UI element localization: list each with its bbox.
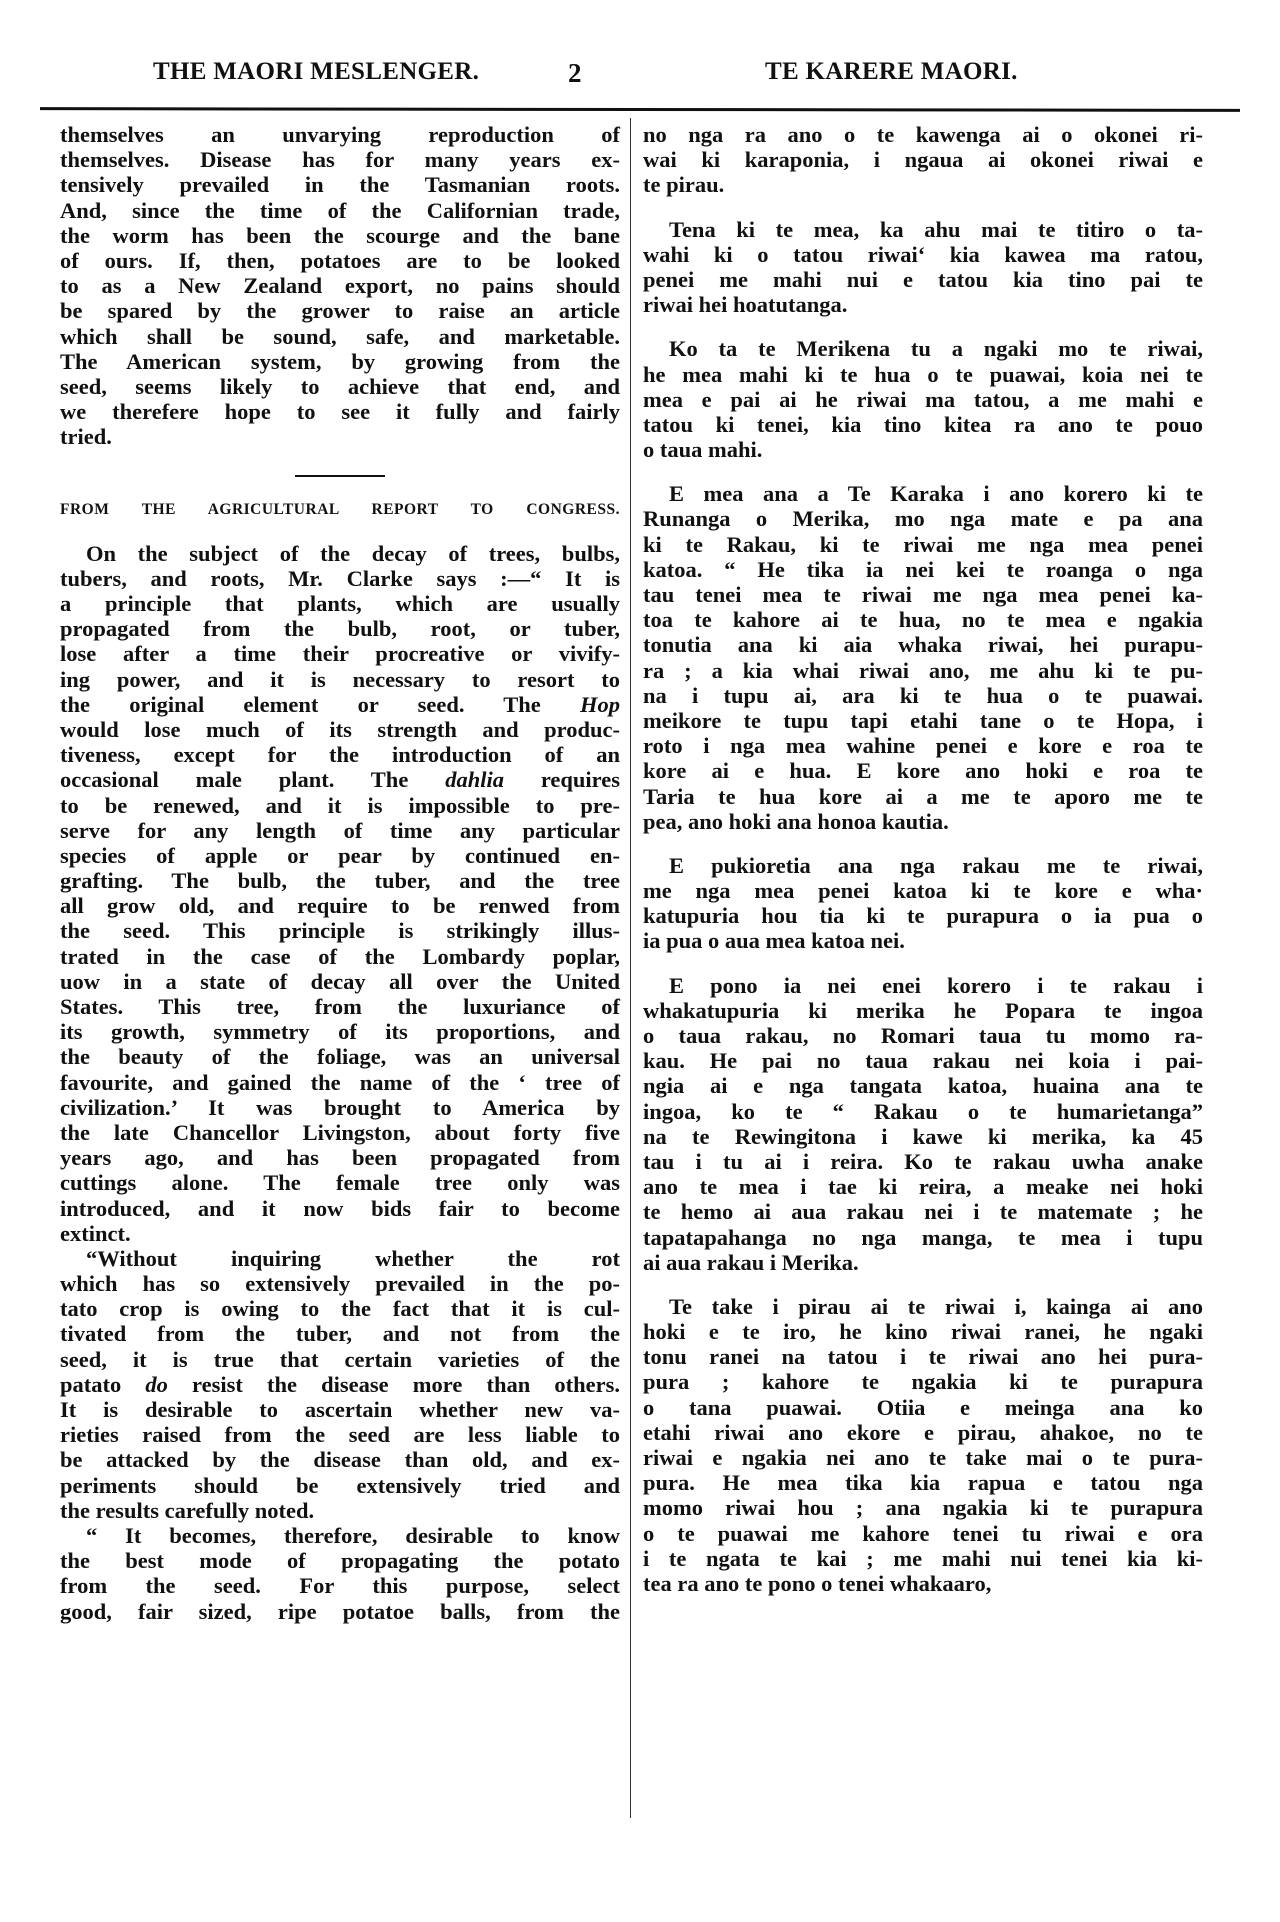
- text-line: momo riwai hou ; ana ngakia ki te purapura: [643, 1495, 1203, 1521]
- text-line: extinct.: [60, 1220, 131, 1246]
- text-line: E pukioretia ana nga rakau me te riwai,: [669, 852, 1203, 878]
- text-run: requires: [503, 767, 620, 793]
- text-line: Ko ta te Merikena tu a ngaki mo te riwai,: [669, 336, 1203, 362]
- maori-paragraph: [643, 1294, 1203, 1596]
- text-run: patato: [60, 1371, 146, 1397]
- text-line: o tana puawai. Otiia e meinga ana ko: [643, 1394, 1203, 1420]
- page-number: 2: [568, 58, 582, 88]
- text-line: to as a New Zealand export, no pains should: [60, 273, 620, 299]
- text-line: ia pua o aua mea katoa nei.: [643, 928, 905, 954]
- text-line: trated in the case of the Lombardy poplar,: [60, 943, 620, 969]
- maori-paragraph: [643, 973, 1203, 1275]
- text-line: ngia ai e nga tangata katoa, huaina ana te: [643, 1073, 1203, 1099]
- maori-paragraphs: [643, 122, 1203, 1596]
- maori-paragraph: [643, 122, 1203, 198]
- text-line: which shall be sound, safe, and marketable.: [60, 323, 620, 349]
- text-line: hoki e te iro, he kino riwai ranei, he ngaki: [643, 1319, 1203, 1345]
- section-heading: FROM THE AGRICULTURAL REPORT TO CONGRESS.: [60, 501, 620, 519]
- text-line: etahi riwai ano ekore e pirau, ahakoe, no te: [643, 1419, 1203, 1445]
- text-line: cuttings alone. The female tree only was: [60, 1170, 620, 1196]
- paragraph-gap: [643, 198, 1203, 217]
- text-line: wai ki karaponia, i ngaua ai okonei riwai e: [643, 147, 1203, 173]
- text-line: a principle that plants, which are usually: [60, 591, 620, 617]
- text-line: tato crop is owing to the fact that it is cul-: [60, 1296, 620, 1322]
- text-line: tapatapahanga no nga manga, te mea i tupu: [643, 1224, 1203, 1250]
- paragraph-gap: [643, 954, 1203, 973]
- text-line: tau i tu ai i reira. Ko te rakau uwha anake: [643, 1148, 1203, 1174]
- article-paragraph-3: [60, 1523, 620, 1624]
- text-line: favourite, and gained the name of the ‘ tree of: [60, 1069, 620, 1095]
- masthead-rule: [40, 107, 1240, 112]
- text-line: E mea ana a Te Karaka i ano korero ki te: [669, 481, 1203, 507]
- text-line: katoa. “ He tika ia nei kei te roanga o nga: [643, 556, 1203, 582]
- text-line: periments should be extensively tried and: [60, 1472, 620, 1498]
- text-line: tatou ki tenei, kia tino kitea ra ano te pouo: [643, 411, 1203, 437]
- text-run: occasional male plant. The: [60, 767, 446, 793]
- text-line: katupuria hou tia ki te purapura o ia pua o: [643, 903, 1203, 929]
- text-line: i te ngata te kai ; me mahi nui tenei kia ki-: [643, 1545, 1203, 1571]
- text-line: its growth, symmetry of its proportions, and: [60, 1019, 620, 1045]
- text-line: the best mode of propagating the potato: [60, 1548, 620, 1574]
- text-line: It is desirable to ascertain whether new va-: [60, 1397, 620, 1423]
- text-line: species of apple or pear by continued en-: [60, 842, 620, 868]
- text-line: uow in a state of decay all over the United: [60, 968, 620, 994]
- text-line: the worm has been the scourge and the bane: [60, 222, 620, 248]
- text-line: penei me mahi nui e tatou kia tino pai te: [643, 266, 1203, 292]
- text-line: to be renewed, and it is impossible to pre-: [60, 792, 620, 818]
- masthead: [0, 58, 1280, 98]
- text-line: tubers, and roots, Mr. Clarke says :—“ It is: [60, 565, 620, 591]
- text-line: Te take i pirau ai te riwai i, kainga ai ano: [669, 1293, 1203, 1319]
- left-column-english: [60, 122, 620, 1624]
- text-line: pura ; kahore te ngakia ki te purapura: [643, 1369, 1203, 1395]
- text-line: roto i nga mea wahine penei e kore e roa te: [643, 733, 1203, 759]
- text-line: na i tupu ai, ara ki te hua o te puawai.: [643, 682, 1203, 708]
- text-line: the results carefully noted.: [60, 1497, 315, 1523]
- text-line: years ago, and has been propagated from: [60, 1145, 620, 1171]
- text-line: On the subject of the decay of trees, bulbs,: [86, 540, 620, 566]
- text-line: o taua mahi.: [643, 437, 763, 463]
- column-divider: [630, 118, 631, 1818]
- text-line: me nga mea penei katoa ki te kore e wha·: [643, 878, 1203, 904]
- paragraph-gap: [643, 834, 1203, 853]
- text-line: “Without inquiring whether the rot: [86, 1245, 620, 1271]
- right-column-maori: [643, 122, 1203, 1596]
- text-line: be spared by the grower to raise an article: [60, 298, 620, 324]
- paragraph-gap: [643, 317, 1203, 336]
- text-line: of ours. If, then, potatoes are to be looked: [60, 247, 620, 273]
- text-line: ing power, and it is necessary to resort to: [60, 666, 620, 692]
- text-line: [60, 692, 620, 717]
- maori-paragraph: [643, 217, 1203, 318]
- text-line: grafting. The bulb, the tuber, and the tree: [60, 868, 620, 894]
- italic-word-dahlia: dahlia: [445, 767, 504, 793]
- maori-paragraph: [643, 336, 1203, 462]
- masthead-maori-title: TE KARERE MAORI.: [765, 58, 1018, 85]
- article-paragraph-2: [60, 1246, 620, 1523]
- text-line: lose after a time their procreative or vivify-: [60, 641, 620, 667]
- text-line: mea e pai ai he riwai ma tatou, a me mahi e: [643, 386, 1203, 412]
- text-line: tensively prevailed in the Tasmanian roots.: [60, 172, 620, 198]
- paragraph-gap: [643, 462, 1203, 481]
- text-line: rieties raised from the seed are less liable to: [60, 1422, 620, 1448]
- text-line: ano te mea i tae ki reira, a meake nei hoki: [643, 1174, 1203, 1200]
- text-line: kore ai e hua. E kore ano hoki e roa te: [643, 758, 1203, 784]
- text-line: o taua rakau, no Romari taua tu momo ra-: [643, 1023, 1203, 1048]
- text-line: “ It becomes, therefore, desirable to know: [86, 1522, 620, 1548]
- text-line: The American system, by growing from the: [60, 348, 620, 374]
- text-line: o te puawai me kahore tenei tu riwai e ora: [643, 1520, 1203, 1546]
- masthead-english-title: THE MAORI MESLENGER.: [153, 58, 480, 85]
- text-line: introduced, and it now bids fair to become: [60, 1195, 620, 1221]
- text-line: would lose much of its strength and produc-: [60, 716, 620, 742]
- text-line: Taria te hua kore ai a me te aporo me te: [643, 783, 1203, 809]
- text-line: riwai hei hoatutanga.: [643, 292, 848, 318]
- text-line: tiveness, except for the introduction of an: [60, 742, 620, 768]
- text-line: ingoa, ko te “ Rakau o te humarietanga”: [643, 1098, 1203, 1124]
- text-line: themselves an unvarying reproduction of: [60, 122, 620, 147]
- text-line: all grow old, and require to be renwed from: [60, 893, 620, 919]
- text-line: Runanga o Merika, mo nga mate e pa ana: [643, 506, 1203, 532]
- text-line: whakatupuria ki merika he Popara te ingoa: [643, 997, 1203, 1023]
- text-line: the beauty of the foliage, was an universal: [60, 1044, 620, 1070]
- intro-paragraph: [60, 122, 620, 449]
- text-run: resist the disease more than others.: [167, 1371, 620, 1397]
- text-line: riwai e ngakia nei ano te take mai o te pura-: [643, 1445, 1203, 1470]
- text-line: themselves. Disease has for many years ex-: [60, 147, 620, 173]
- maori-paragraph: [643, 481, 1203, 834]
- text-line: ki te Rakau, ki te riwai me nga mea penei: [643, 531, 1203, 557]
- section-separator-rule: [295, 475, 385, 477]
- text-line: States. This tree, from the luxuriance of: [60, 994, 620, 1020]
- text-line: tried.: [60, 424, 112, 450]
- text-line: tea ra ano te pono o tenei whakaaro,: [643, 1570, 992, 1596]
- text-line: tonu ranei na tatou i te riwai ano hei pura-: [643, 1344, 1203, 1370]
- text-line: pea, ano hoki ana honoa kautia.: [643, 808, 949, 834]
- text-line: kau. He pai no taua rakau nei koia i pai-: [643, 1048, 1203, 1074]
- text-line: pura. He mea tika kia rapua e tatou nga: [643, 1470, 1203, 1496]
- text-line: tivated from the tuber, and not from the: [60, 1321, 620, 1347]
- text-line: which has so extensively prevailed in the po-: [60, 1271, 620, 1297]
- text-line: seed, seems likely to achieve that end, and: [60, 373, 620, 399]
- text-line: ai aua rakau i Merika.: [643, 1249, 859, 1275]
- italic-word-hop: Hop: [579, 691, 620, 717]
- text-line: tonutia ana ki aia whaka riwai, hei purapu-: [643, 632, 1203, 658]
- text-line: toa te kahore ai te hua, no te mea e ngakia: [643, 607, 1203, 633]
- text-line: be attacked by the disease than old, and ex-: [60, 1447, 620, 1473]
- text-line: And, since the time of the Californian trade,: [60, 197, 620, 223]
- text-line: te hemo ai aua rakau nei i te matemate ; he: [643, 1199, 1203, 1225]
- text-line: ra ; a kia whai riwai ano, me ahu ki te pu-: [643, 657, 1203, 683]
- italic-word-do: do: [145, 1371, 168, 1397]
- text-line: good, fair sized, ripe potatoe balls, from the: [60, 1598, 620, 1624]
- text-line: te pirau.: [643, 172, 725, 198]
- text-line: from the seed. For this purpose, select: [60, 1573, 620, 1599]
- text-line: we therefere hope to see it fully and fairly: [60, 399, 620, 425]
- text-line: meikore te tupu tapi etahi tane o te Hopa, i: [643, 707, 1203, 733]
- text-line: he mea mahi ki te hua o te puawai, koia nei te: [643, 361, 1203, 387]
- text-line: propagated from the bulb, root, or tuber,: [60, 616, 620, 642]
- paragraph-gap: [643, 1275, 1203, 1294]
- text-line: seed, it is true that certain varieties of the: [60, 1346, 620, 1372]
- text-line: tau tenei mea te riwai me nga mea penei ka-: [643, 582, 1203, 607]
- text-run: the original element or seed. The: [60, 691, 580, 717]
- text-line: [60, 1372, 620, 1397]
- text-line: no nga ra ano o te kawenga ai o okonei ri-: [643, 122, 1203, 147]
- text-line: civilization.’ It was brought to America by: [60, 1094, 620, 1120]
- text-line: wahi ki o tatou riwai‘ kia kawea ma ratou,: [643, 241, 1203, 267]
- text-line: E pono ia nei enei korero i te rakau i: [669, 972, 1203, 998]
- text-line: the late Chancellor Livingston, about forty five: [60, 1119, 620, 1145]
- text-line: serve for any length of time any particular: [60, 817, 620, 843]
- text-line: [60, 767, 620, 792]
- text-line: Tena ki te mea, ka ahu mai te titiro o ta-: [669, 216, 1203, 242]
- text-line: na te Rewingitona i kawe ki merika, ka 45: [643, 1123, 1203, 1149]
- text-line: the seed. This principle is strikingly illus-: [60, 918, 620, 944]
- article-paragraph-1: [60, 541, 620, 1246]
- maori-paragraph: [643, 853, 1203, 954]
